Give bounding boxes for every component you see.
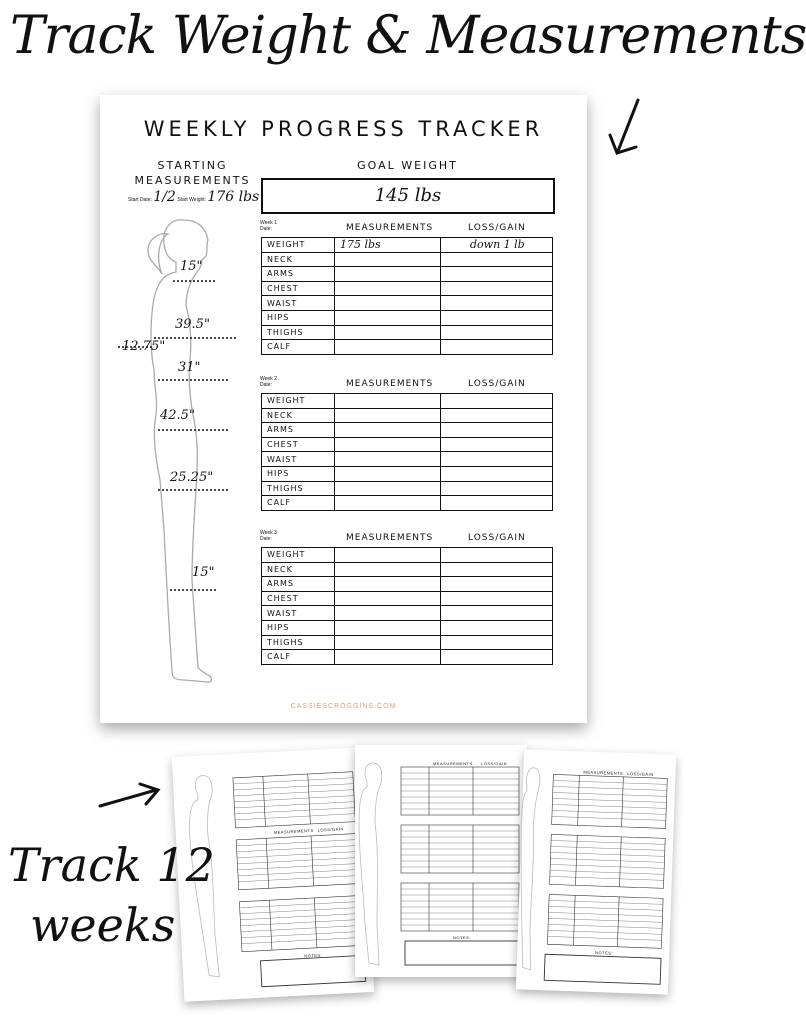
measure-hips: 42.5" <box>160 408 195 423</box>
start-weight-label: Start Weight: <box>177 197 207 203</box>
week-1-label: Week 1 Date: <box>260 220 277 232</box>
table-row: HIPS <box>262 620 553 635</box>
week-2-section <box>260 376 554 526</box>
week-2-label: Week 2 Date: <box>260 376 277 388</box>
week-1-table <box>261 237 553 355</box>
table-row: ARMS <box>262 267 553 282</box>
measure-neck: 15" <box>180 259 203 274</box>
measure-chest: 39.5" <box>175 317 210 332</box>
week-3-measurements-header: MEASUREMENTS <box>346 533 434 543</box>
table-row: ARMS <box>262 577 553 592</box>
goal-weight-box: 145 lbs <box>261 178 555 214</box>
goal-heading: GOAL WEIGHT <box>357 159 458 172</box>
table-row: HIPS <box>262 466 553 481</box>
week-3-section <box>260 530 554 680</box>
start-date-label: Start Date: <box>128 197 152 203</box>
table-row: CHEST <box>262 591 553 606</box>
table-row: WEIGHT 175 lbs down 1 lb <box>262 238 553 253</box>
site-footer: CASSIESCROGGINS.COM <box>290 703 397 710</box>
table-row: THIGHS <box>262 635 553 650</box>
arrow-down-icon <box>600 95 650 160</box>
week-3-loss-gain-header: LOSS/GAIN <box>468 533 526 543</box>
body-silhouette <box>118 210 248 690</box>
week-1-measurements-header: MEASUREMENTS <box>346 223 434 233</box>
thumbnail-1-notes-label: NOTES: <box>304 952 323 959</box>
thumbnail-page-3 <box>516 749 676 994</box>
table-row: NECK <box>262 562 553 577</box>
table-row: THIGHS <box>262 481 553 496</box>
measure-thigh: 25.25" <box>170 470 214 485</box>
bottom-text-line1: Track 12 <box>8 838 215 892</box>
thumbnail-page-2 <box>355 745 527 977</box>
thumbnail-2-loss-gain-label: LOSS/GAIN <box>481 761 508 766</box>
measure-waist: 31" <box>178 360 201 375</box>
table-row: WAIST <box>262 452 553 467</box>
arrow-right-icon <box>96 780 166 814</box>
week-2-loss-gain-header: LOSS/GAIN <box>468 379 526 389</box>
headline: Track Weight & Measurements <box>10 6 806 66</box>
table-row: NECK <box>262 408 553 423</box>
week-2-measurements-header: MEASUREMENTS <box>346 379 434 389</box>
week-1-loss-gain-header: LOSS/GAIN <box>468 223 526 233</box>
table-row: ARMS <box>262 423 553 438</box>
table-row: WAIST <box>262 296 553 311</box>
sheet-title: WEEKLY PROGRESS TRACKER <box>143 117 544 141</box>
measure-calf: 15" <box>192 565 215 580</box>
table-row: THIGHS <box>262 325 553 340</box>
thumbnail-2-drawing <box>355 745 527 977</box>
thumbnail-3-measurements-label: MEASUREMENTS <box>583 769 624 776</box>
thumbnail-3-notes-label: NOTES: <box>595 950 614 956</box>
table-row: CHEST <box>262 281 553 296</box>
table-row: CALF <box>262 650 553 665</box>
thumbnail-2-measurements-label: MEASUREMENTS <box>433 761 473 766</box>
table-row: NECK <box>262 252 553 267</box>
measure-arm: 12.75" <box>122 339 166 354</box>
thumbnail-1-loss-gain-label: LOSS/GAIN <box>317 826 344 833</box>
thumbnail-3-loss-gain-label: LOSS/GAIN <box>627 771 654 777</box>
thumbnail-2-notes-label: NOTES: <box>453 935 471 940</box>
week-1-section <box>260 220 554 370</box>
thumbnail-3-drawing <box>516 749 676 994</box>
table-row: WEIGHT <box>262 548 553 563</box>
table-row: WEIGHT <box>262 394 553 409</box>
start-date-value: 1/2 <box>153 189 176 205</box>
week-3-label: Week 3 Date: <box>260 530 277 542</box>
start-weight-value: 176 lbs <box>207 189 260 205</box>
week-2-table <box>261 393 553 511</box>
starting-heading: STARTING MEASUREMENTS <box>134 159 251 187</box>
bottom-text-line2: weeks <box>30 898 176 952</box>
table-row: CALF <box>262 496 553 511</box>
table-row: CALF <box>262 340 553 355</box>
table-row: HIPS <box>262 310 553 325</box>
week-1-weight-measure[interactable]: 175 lbs <box>340 238 381 252</box>
week-3-table <box>261 547 553 665</box>
table-row: CHEST <box>262 437 553 452</box>
week-1-weight-loss[interactable]: down 1 lb <box>470 238 525 252</box>
thumbnail-1-measurements-label: MEASUREMENTS <box>273 827 314 835</box>
tracker-sheet <box>100 95 587 723</box>
table-row: WAIST <box>262 606 553 621</box>
